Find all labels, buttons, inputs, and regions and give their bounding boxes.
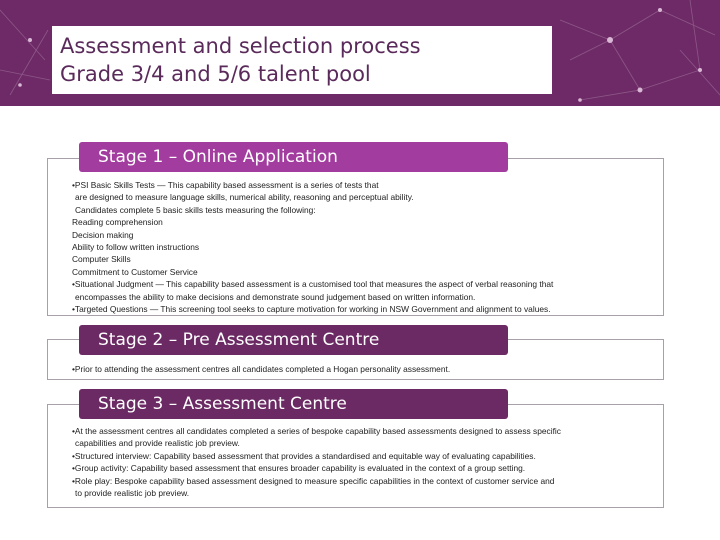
page-title-line-2: Grade 3/4 and 5/6 talent pool (60, 62, 371, 86)
stage-3-text (72, 425, 561, 499)
stage-1-text (72, 179, 553, 315)
text-line: •Role play: Bespoke capability based assessment designed to measure specific capabilities in the context of customer service and (72, 475, 555, 486)
text-line: •PSI Basic Skills Tests — This capability based assessment is a series of tests that (72, 180, 379, 190)
text-line: •Situational Judgment — This capability based assessment is a customised tool that measures the aspect of verbal reasoning that (72, 279, 554, 290)
text-line: capabilities and provide realistic job preview. (75, 438, 240, 449)
text-line: Decision making (72, 229, 134, 240)
text-line: Commitment to Customer Service (72, 266, 198, 277)
text-line: •Prior to attending the assessment centres all candidates completed a Hogan personality assessment. (72, 364, 451, 374)
text-line: Computer Skills (72, 254, 131, 265)
stage-2-text (72, 363, 450, 375)
stage-1-heading: Stage 1 – Online Application (79, 142, 508, 172)
text-line: •Targeted Questions — This screening tool seeks to capture motivation for working in NSW Government and alignment to values. (72, 304, 551, 315)
text-line: •Structured interview: Capability based assessment that provides a standardised and equitable way of evaluating capabilities. (72, 450, 536, 461)
page-title-line-1: Assessment and selection process (60, 34, 421, 58)
text-line: are designed to measure language skills, numerical ability, reasoning and perceptual ability. (75, 192, 414, 203)
text-line: encompasses the ability to make decisions and demonstrate sound judgement based on written information. (75, 291, 476, 302)
header-band (0, 0, 720, 106)
title-box (52, 26, 552, 94)
stage-2-heading: Stage 2 – Pre Assessment Centre (79, 325, 508, 355)
text-line: to provide realistic job preview. (75, 488, 190, 499)
text-line: Candidates complete 5 basic skills tests measuring the following: (75, 204, 316, 215)
stage-3-heading: Stage 3 – Assessment Centre (79, 389, 508, 419)
text-line: Reading comprehension (72, 217, 163, 228)
text-line: Ability to follow written instructions (72, 242, 200, 253)
text-line: •At the assessment centres all candidates completed a series of bespoke capability based assessments designed to assess specific (72, 426, 561, 436)
text-line: •Group activity: Capability based assessment that ensures broader capability is evaluated in the context of a group setting. (72, 463, 526, 474)
